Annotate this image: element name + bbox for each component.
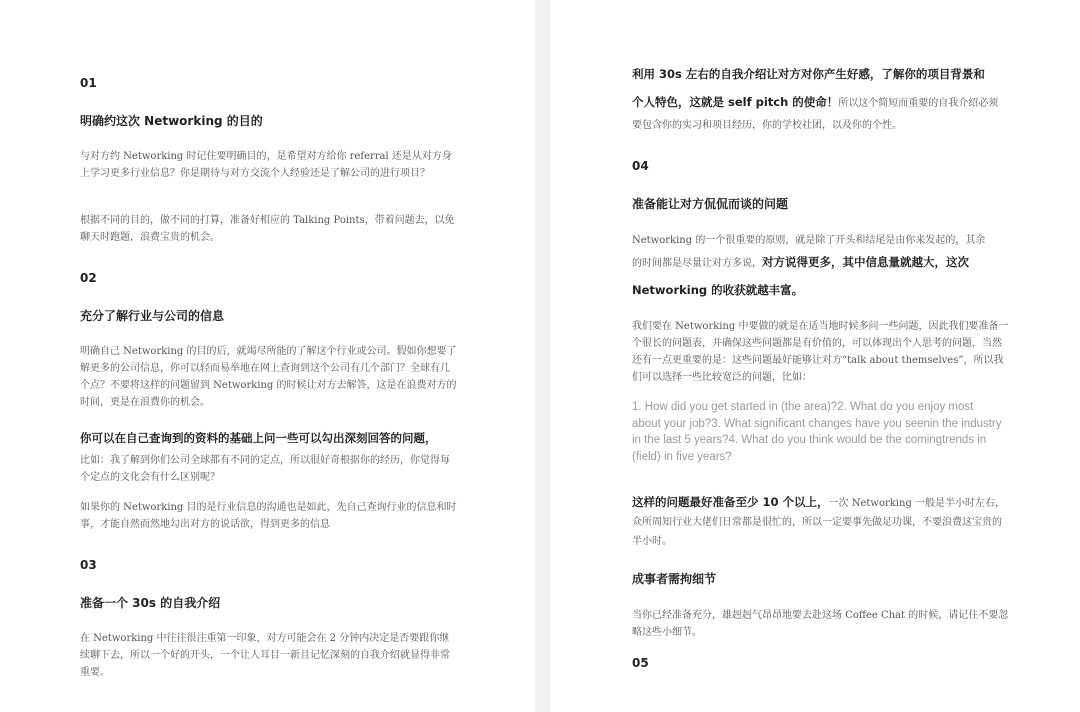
section-04-bold-text: 对方说得更多，其中信息量就越大，这次 bbox=[762, 255, 969, 269]
section-number-01: 01 bbox=[80, 76, 97, 90]
intro-bold-line-1: 利用 30s 左右的自我介绍让对方对你产生好感，了解你的项目背景和 bbox=[632, 67, 985, 81]
section-05-paragraph-1: 当你已经准备充分，雄赳赳气昂昂地要去赴这场 Coffee Chat 的时候，请记住不要忽略这些小细节。 bbox=[632, 610, 1009, 638]
section-01-paragraph-1: 与对方约 Networking 时记住要明确目的，是希望对方给你 referral 还是从对方身上学习更多行业信息？你是期待与对方交流个人经验还是了解公司的进行项目？ bbox=[80, 151, 452, 179]
section-04-paragraph-2: 我们要在 Networking 中要做的就是在适当地时候多问一些问题，因此我们要准备一个很长的问题表，并确保这些问题都是有价值的，可以体现出个人思考的问题，当然还有一点更重要的是：这些问题最好能够让对方“talk about themselves”，所以我们可以选择一些比较宽泛的问题，比如： bbox=[632, 321, 1009, 383]
section-04-paragraph-1-line-2 bbox=[632, 248, 969, 278]
section-heading-03: 准备一个 30s 的自我介绍 bbox=[80, 596, 221, 610]
section-04-normal-text: 的时间都是尽量让对方多说， bbox=[632, 258, 762, 269]
section-03-paragraph-1: 在 Networking 中往往很注重第一印象，对方可能会在 2 分钟内决定是否要跟你继续聊下去，所以一个好的开头，一个让人耳目一新且记忆深刻的自我介绍就显得非常重要。 bbox=[80, 633, 450, 678]
section-04-paragraph-3 bbox=[632, 493, 1010, 551]
intro-bold-text: 个人特色，这就是 self pitch 的使命！ bbox=[632, 95, 839, 109]
section-02-bold-line: 你可以在自己查询到的资料的基础上问一些可以勾出深刻回答的问题， bbox=[80, 431, 437, 445]
section-02-paragraph-3: 如果你的 Networking 目的是行业信息的沟通也是如此，先自己查询行业的信息和时事，才能自然而然地勾出对方的说话欲，得到更多的信息 bbox=[80, 502, 457, 530]
question-list: 1. How did you get started in (the area)?2. What do you enjoy most about your job?3. What significant changes have you seenin the industry in the last 5 years?4. What do you think would be the comingtrends in (field) in five years? bbox=[632, 401, 1002, 463]
intro-rest: 要包含你的实习和项目经历，你的学校社团，以及你的个性。 bbox=[632, 120, 902, 131]
section-number-04: 04 bbox=[632, 159, 649, 173]
section-number-03: 03 bbox=[80, 558, 97, 572]
section-02-paragraph-2: 比如：我了解到你们公司全球都有不同的定点，所以很好奇根据你的经历，你觉得每个定点的文化会有什么区别呢？ bbox=[80, 455, 450, 483]
intro-normal-tail: 所以这个简短而重要的自我介绍必须 bbox=[838, 98, 999, 109]
section-04-p3-normal: 一次 Networking 一般是半小时左右，众所周知行业大佬们日常都是很忙的，所以一定要事先做足功课，不要浪费这宝贵的半小时。 bbox=[632, 498, 1006, 547]
section-heading-01: 明确约这次 Networking 的目的 bbox=[80, 114, 263, 128]
section-04-paragraph-1-line-1: Networking 的一个很重要的原则，就是除了开头和结尾是由你来发起的，其余 bbox=[632, 235, 986, 246]
right-page bbox=[550, 0, 1080, 712]
section-04-p3-bold: 这样的问题最好准备至少 10 个以上， bbox=[632, 495, 829, 509]
section-heading-04: 准备能让对方侃侃而谈的问题 bbox=[632, 197, 789, 211]
section-01-paragraph-2: 根据不同的目的，做不同的打算，准备好相应的 Talking Points，带着问题去，以免聊天时跑题，浪费宝贵的机会。 bbox=[80, 215, 455, 243]
section-number-02: 02 bbox=[80, 271, 97, 285]
intro-bold-line-2 bbox=[632, 88, 998, 118]
section-heading-02: 充分了解行业与公司的信息 bbox=[80, 309, 225, 323]
section-heading-05: 成事者需拘细节 bbox=[632, 572, 717, 586]
left-page bbox=[0, 0, 535, 712]
section-02-paragraph-1: 明确自己 Networking 的目的后，就竭尽所能的了解这个行业或公司。假如你想要了解更多的公司信息，你可以轻而易举地在网上查询到这个公司有几个部门？全球有几个点？不要将这样的问题留到 Networking 的时候让对方去解答，这是在浪费对方的时间，更是在浪费你的机会。 bbox=[80, 346, 457, 408]
section-number-05: 05 bbox=[632, 656, 649, 670]
section-04-paragraph-1-line-3: Networking 的收获就越丰富。 bbox=[632, 283, 804, 297]
